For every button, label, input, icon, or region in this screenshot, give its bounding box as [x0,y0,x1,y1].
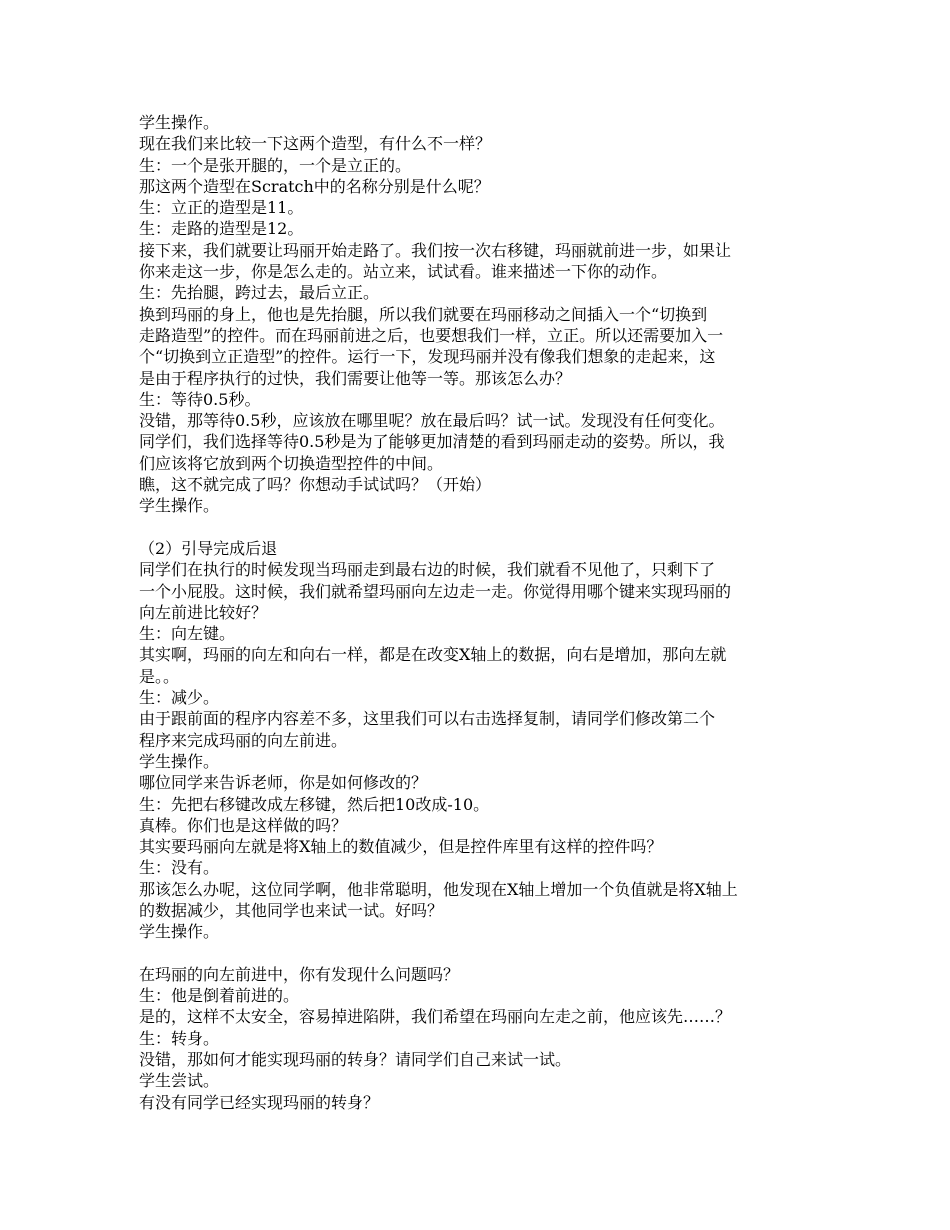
text-line: 接下来，我们就要让玛丽开始走路了。我们按一次右移键，玛丽就前进一步，如果让 [139,240,732,260]
text-line: 生：减少。 [139,688,220,708]
text-line: 你来走这一步，你是怎么走的。站立来，试试看。谁来描述一下你的动作。 [139,262,668,282]
text-line: 一个小屁股。这时候，我们就希望玛丽向左边走一走。你觉得用哪个键来实现玛丽的 [139,581,732,601]
text-line: 生：等待0.5秒。 [139,389,261,409]
text-line: 是。。 [139,666,180,686]
text-line: 换到玛丽的身上，他也是先抬腿，所以我们就要在玛丽移动之间插入一个“切换到 [139,304,708,324]
text-line: 生：立正的造型是11。 [139,198,304,218]
text-line: 现在我们来比较一下这两个造型，有什么不一样？ [139,134,492,154]
text-line: 其实啊，玛丽的向左和向右一样，都是在改变X轴上的数据，向右是增加，那向左就 [139,645,727,665]
blank-line [139,943,819,964]
text-line: 瞧，这不就完成了吗？你想动手试试吗？（开始） [139,475,492,495]
text-line: 同学们，我们选择等待0.5秒是为了能够更加清楚的看到玛丽走动的姿势。所以，我 [139,432,725,452]
text-line: 生：先把右移键改成左移键，然后把10改成-10。 [139,794,490,814]
text-line: 真棒。你们也是这样做的吗？ [139,815,348,835]
text-line: 是的，这样不太安全，容易掉进陷阱，我们希望在玛丽向左走之前，他应该先……？ [139,1007,732,1027]
blank-line [139,517,819,538]
text-line: 哪位同学来告诉老师，你是如何修改的？ [139,773,428,793]
text-line: 那该怎么办呢，这位同学啊，他非常聪明，他发现在X轴上增加一个负值就是将X轴上 [139,879,738,899]
text-line: 生：转身。 [139,1028,220,1048]
text-line: 生：走路的造型是12。 [139,219,304,239]
text-line: 生：他是倒着前进的。 [139,986,300,1006]
text-line: 由于跟前面的程序内容差不多，这里我们可以右击选择复制，请同学们修改第二个 [139,709,716,729]
text-line: 有没有同学已经实现玛丽的转身？ [139,1092,380,1112]
text-line: 向左前进比较好？ [139,602,268,622]
document-body [139,112,819,1113]
text-line: 生：向左键。 [139,624,236,644]
text-line: 程序来完成玛丽的向左前进。 [139,730,348,750]
text-line: 是由于程序执行的过快，我们需要让他等一等。那该怎么办？ [139,368,572,388]
text-line: 学生操作。 [139,113,220,132]
text-line: 学生操作。 [139,751,220,771]
text-line: 走路造型”的控件。而在玛丽前进之后，也要想我们一样，立正。所以还需要加入一 [139,325,724,345]
text-line: 生：一个是张开腿的，一个是立正的。 [139,155,412,175]
section-heading: （2）引导完成后退 [139,538,278,558]
text-line: 个“切换到立正造型”的控件。运行一下，发现玛丽并没有像我们想象的走起来，这 [139,347,716,367]
text-line: 学生操作。 [139,922,220,942]
text-line: 在玛丽的向左前进中，你有发现什么问题吗？ [139,964,460,984]
text-line: 其实要玛丽向左就是将X轴上的数值减少，但是控件库里有这样的控件吗？ [139,837,663,857]
text-line: 没错，那等待0.5秒，应该放在哪里呢？放在最后吗？试一试。发现没有任何变化。 [139,411,725,431]
text-line: 生：先抬腿，跨过去，最后立正。 [139,283,380,303]
text-line: 生：没有。 [139,858,220,878]
text-line: 那这两个造型在Scratch中的名称分别是什么呢？ [139,176,490,196]
text-line: 同学们在执行的时候发现当玛丽走到最右边的时候，我们就看不见他了，只剩下了 [139,560,716,580]
text-line: 学生操作。 [139,496,220,516]
text-line: 的数据减少，其他同学也来试一试。好吗？ [139,900,444,920]
text-line: 学生尝试。 [139,1071,220,1091]
text-line: 没错，那如何才能实现玛丽的转身？请同学们自己来试一试。 [139,1050,572,1070]
text-line: 们应该将它放到两个切换造型控件的中间。 [139,453,444,473]
